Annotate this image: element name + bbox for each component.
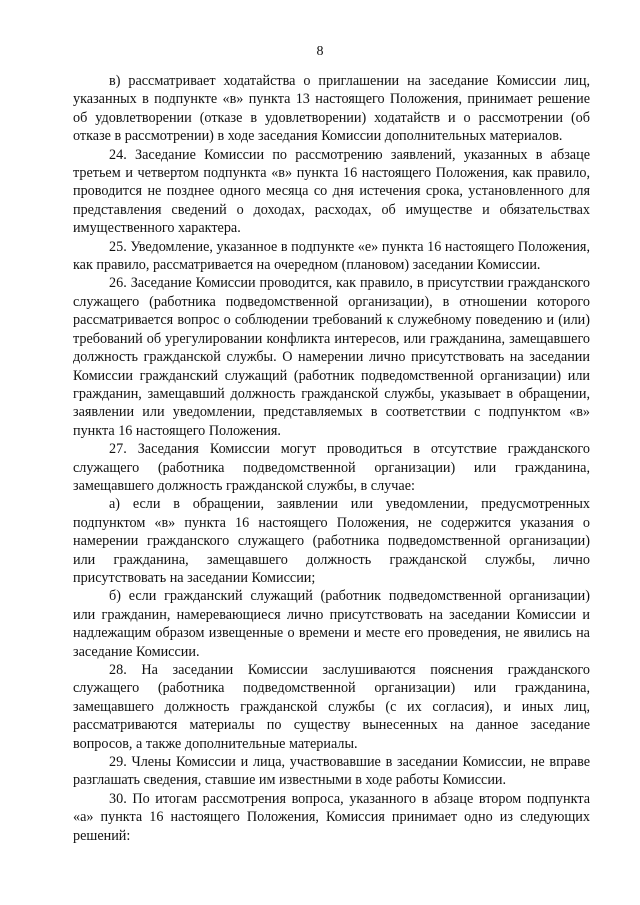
paragraph-27a: а) если в обращении, заявлении или уведомлении, предусмотренных подпунктом «в» пункта 16 настоящего Положения, не содержится указания о намерении гражданского служащего (работника подведомственной организации) или гражданина, замещавшего должность гражданской службы, лично присутствовать на заседании Комиссии; <box>73 496 590 586</box>
paragraph-28: 28. На заседании Комиссии заслушиваются пояснения гражданского служащего (работника подведомственной организации) или гражданина, замещавшего должность гражданской службы (с их согласия), и иных лиц, рассматриваются материалы по существу вынесенных на данное заседание вопросов, а также дополнительные материалы. <box>73 662 590 752</box>
paragraph-27: 27. Заседания Комиссии могут проводиться в отсутствие гражданского служащего (работника подведомственной организации) или гражданина, замещавшего должность гражданской службы, в случае: <box>73 441 590 494</box>
page-number: 8 <box>316 44 324 59</box>
paragraph-23v: в) рассматривает ходатайства о приглашении на заседание Комиссии лиц, указанных в подпункте «в» пункта 13 настоящего Положения, принимает решение об удовлетворении (отказе в удовлетворении) ходатайств и о рассмотрении (об отказе в рассмотрении) в ходе заседания Комиссии дополнительных материалов. <box>73 73 590 145</box>
paragraph-26: 26. Заседание Комиссии проводится, как правило, в присутствии гражданского служащего (работника подведомственной организации), в отношении которого рассматривается вопрос о соблюдении требований к служебному поведению и (или) требований об урегулировании конфликта интересов, или гражданина, замещавшего должность гражданской службы. О намерении лично присутствовать на заседании Комиссии гражданский служащий (работник подведомственной организации) или гражданин, замещавший должность гражданской службы, указывает в обращении, заявлении или уведомлении, представляемых в соответствии с подпунктом «в» пункта 16 настоящего Положения. <box>73 275 590 439</box>
paragraph-30: 30. По итогам рассмотрения вопроса, указанного в абзаце втором подпункта «а» пункта 16 настоящего Положения, Комиссия принимает одно из следующих решений: <box>73 790 590 844</box>
paragraph-24: 24. Заседание Комиссии по рассмотрению заявлений, указанных в абзаце третьем и четвертом подпункта «в» пункта 16 настоящего Положения, как правило, проводится не позднее одного месяца со дня истечения срока, установленного для представления сведений о доходах, расходах, об имуществе и обязательствах имущественного характера. <box>73 146 590 237</box>
document-body <box>73 72 590 845</box>
paragraph-29: 29. Члены Комиссии и лица, участвовавшие в заседании Комиссии, не вправе разглашать сведения, ставшие им известными в ходе работы Комиссии. <box>73 754 590 789</box>
paragraph-27b: б) если гражданский служащий (работник подведомственной организации) или гражданин, намеревающиеся лично присутствовать на заседании Комиссии и надлежащим образом извещенные о времени и месте его проведения, не явились на заседание Комиссии. <box>73 588 590 660</box>
paragraph-25: 25. Уведомление, указанное в подпункте «е» пункта 16 настоящего Положения, как правило, рассматривается на очередном (плановом) заседании Комиссии. <box>73 238 590 274</box>
